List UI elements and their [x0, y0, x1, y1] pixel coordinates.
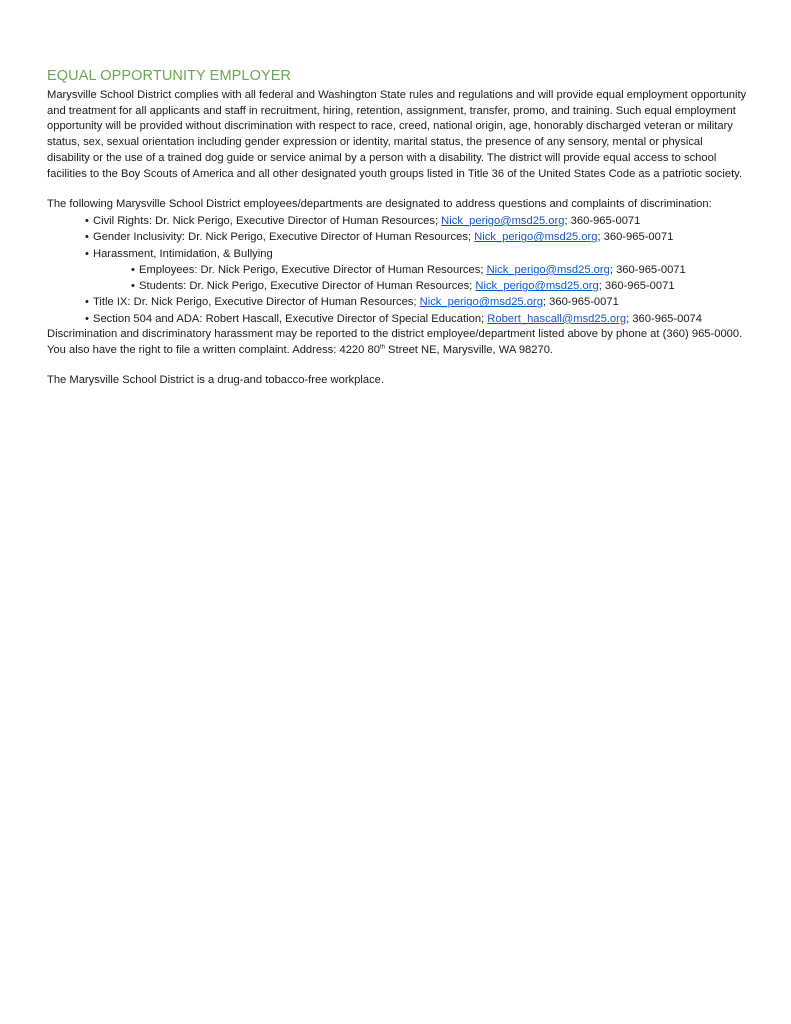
document-page	[47, 66, 747, 389]
email-link[interactable]: Nick_perigo@msd25.org	[441, 214, 565, 227]
bullet-icon: •	[85, 296, 89, 309]
bullet-icon: •	[85, 312, 89, 325]
designated-intro: The following Marysville School District employees/departments are designated to address questions and complaints of discrimination:	[47, 198, 712, 211]
contact-text: Gender Inclusivity: Dr. Nick Perigo, Executive Director of Human Resources;	[93, 231, 475, 244]
contact-phone: ; 360-965-0071	[564, 214, 641, 227]
contact-text: Harassment, Intimidation, & Bullying	[93, 247, 273, 260]
intro-paragraph: Marysville School District complies with all federal and Washington State rules and regulations and will provide equal employment opportunity and treatment for all applicants and staff in recruitment, hiring, retention, assignment, transfer, promo, and training. Such equal employment opportunity will be provided without discrimination with respect to race, creed, national origin, age, honorably discharged veteran or military status, sex, sexual orientation including gender expression or identity, marital status, the presence of any sensory, mental or physical disability or the use of a trained dog guide or service animal by a person with a disability. The district will provide equal access to school facilities to the Boy Scouts of America and all other designated youth groups listed in Title 36 of the United States Code as a patriotic society.	[47, 89, 747, 180]
contact-text: Section 504 and ADA: Robert Hascall, Executive Director of Special Education;	[93, 312, 488, 325]
contact-phone: ; 360-965-0071	[598, 280, 675, 293]
contact-phone: ; 360-965-0071	[542, 296, 619, 309]
email-link[interactable]: Nick_perigo@msd25.org	[419, 296, 543, 309]
bullet-icon: •	[85, 231, 89, 244]
page-title: EQUAL OPPORTUNITY EMPLOYER	[47, 68, 292, 84]
bullet-icon: •	[85, 214, 89, 227]
list-item-employees	[47, 262, 747, 278]
email-link[interactable]: Robert_hascall@msd25.org	[487, 312, 627, 325]
report-text: Discrimination and discriminatory harassment may be reported to the district employee/department listed above by phone at (360) 965-0000. You also have the right to file a written complaint. Address: 4220 80	[47, 328, 743, 356]
contact-phone: ; 360-965-0071	[609, 263, 686, 276]
list-item-section-504	[47, 311, 747, 327]
bullet-icon: •	[131, 280, 135, 293]
contact-text: Title IX: Dr. Nick Perigo, Executive Director of Human Resources;	[93, 296, 420, 309]
list-item-title-ix	[47, 294, 747, 310]
list-item-students	[47, 278, 747, 294]
list-item-harassment	[47, 246, 747, 262]
ordinal-suffix: th	[379, 343, 385, 350]
email-link[interactable]: Nick_perigo@msd25.org	[475, 280, 599, 293]
bullet-icon: •	[85, 247, 89, 260]
email-link[interactable]: Nick_perigo@msd25.org	[486, 263, 610, 276]
report-paragraph	[47, 327, 747, 358]
list-item-civil-rights	[47, 213, 747, 229]
contact-phone: ; 360-965-0074	[626, 312, 702, 325]
contact-phone: ; 360-965-0071	[597, 231, 674, 244]
bullet-icon: •	[131, 263, 135, 276]
contact-text: Civil Rights: Dr. Nick Perigo, Executive Director of Human Resources;	[93, 214, 442, 227]
email-link[interactable]: Nick_perigo@msd25.org	[474, 231, 598, 244]
list-item-gender-inclusivity	[47, 229, 747, 245]
contact-text: Students: Dr. Nick Perigo, Executive Director of Human Resources;	[139, 280, 476, 293]
contact-text: Employees: Dr. Nick Perigo, Executive Director of Human Resources;	[139, 263, 487, 276]
drug-free-statement: The Marysville School District is a drug-and tobacco-free workplace.	[47, 374, 385, 387]
report-text-end: Street NE, Marysville, WA 98270.	[384, 343, 554, 356]
